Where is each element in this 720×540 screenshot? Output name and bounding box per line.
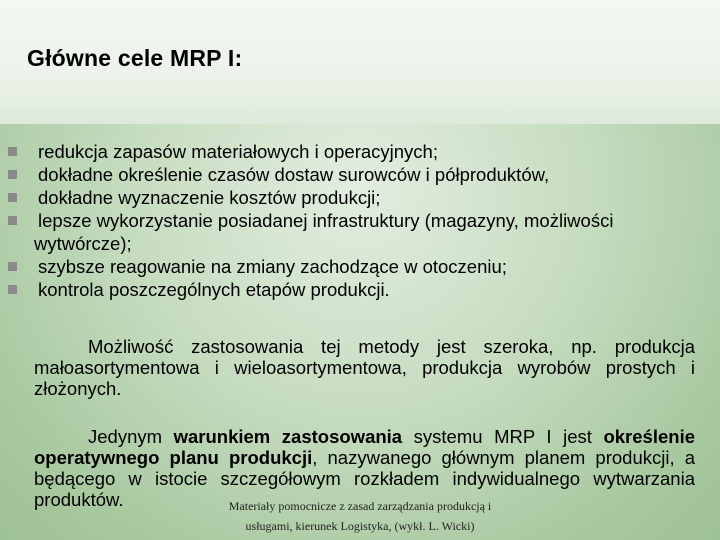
bullet-text: dokładne wyznaczenie kosztów produkcji; [38,187,381,208]
paragraph-text: systemu MRP I jest [402,426,604,447]
square-bullet-icon [8,216,17,225]
bullet-item [0,209,720,255]
footer-line: Materiały pomocnicze z zasad zarządzania produkcją i [228,499,492,513]
bullet-text: dokładne określenie czasów dostaw surowców i półproduktów, [38,164,550,185]
footer-note [200,496,520,536]
paragraph-text: Możliwość zastosowania tej metody jest szeroka, np. produkcja małoasortymentowa i wieloasortymentowa, produkcja wyrobów prostych i złożonych. [34,336,695,399]
bullet-item [0,186,720,209]
bullet-text: lepsze wykorzystanie posiadanej infrastruktury (magazyny, możliwości wytwórcze); [34,210,614,254]
bullet-text: redukcja zapasów materiałowych i operacyjnych; [38,141,438,162]
square-bullet-icon [8,193,17,202]
bullet-item [0,278,720,301]
square-bullet-icon [8,285,17,294]
bullet-item [0,163,720,186]
bold-phrase: warunkiem zastosowania [173,426,403,447]
bullet-text: szybsze reagowanie na zmiany zachodzące w otoczeniu; [38,256,507,277]
bullet-item [0,255,720,278]
bold-phrase: określenie operatywnego planu produkcji [34,426,695,468]
paragraph-applicability [34,336,695,399]
footer-line: usługami, kierunek Logistyka, (wykł. L. Wicki) [245,519,475,533]
square-bullet-icon [8,262,17,271]
bullet-item [0,140,720,163]
slide-title: Główne cele MRP I: [27,45,243,71]
bullet-list [0,140,720,301]
square-bullet-icon [8,170,17,179]
bullet-text: kontrola poszczególnych etapów produkcji. [38,279,390,300]
paragraph-text: Jedynym [88,426,174,447]
paragraph-text: , nazywanego głównym planem produkcji, a będącego w istocie szczegółowym rozkładem indywidualnego wytwarzania produktów. [34,447,696,510]
square-bullet-icon [8,147,17,156]
